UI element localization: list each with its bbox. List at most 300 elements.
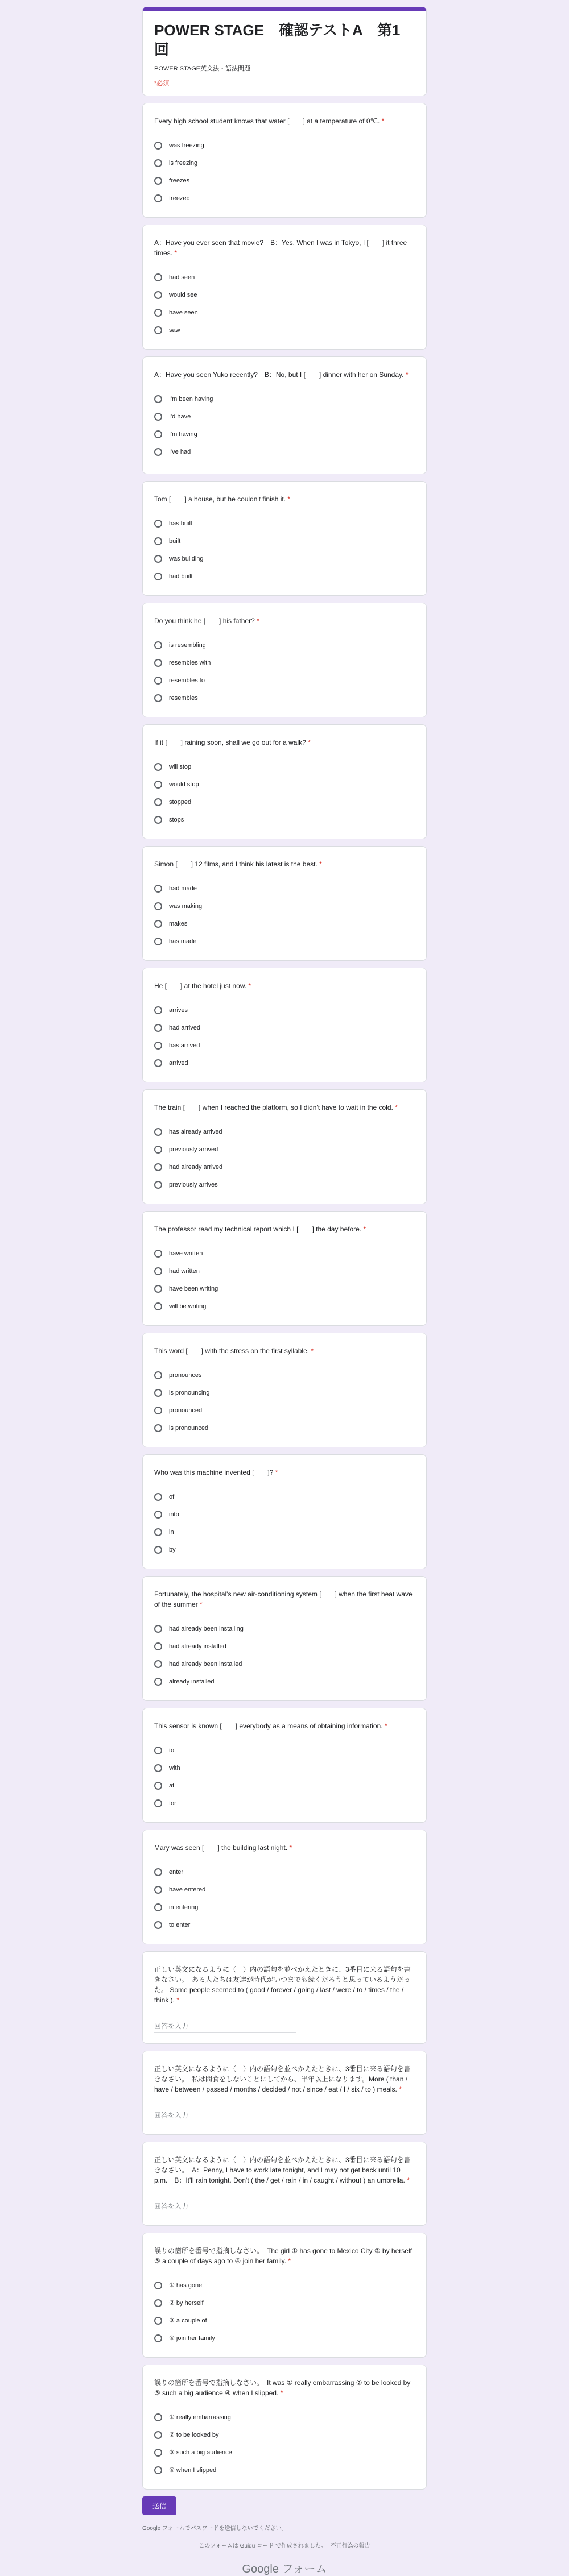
radio-option[interactable] (154, 2329, 415, 2347)
radio-option-label: had already arrived (169, 1163, 223, 1171)
radio-option[interactable] (154, 2426, 415, 2444)
radio-option-label: ① has gone (169, 2282, 203, 2289)
radio-option-label: already installed (169, 1678, 215, 1685)
question-text: A：Have you seen Yuko recently? B：No, but I [ ] dinner with her on Sunday. (154, 371, 404, 379)
radio-option-label: would see (169, 291, 197, 298)
required-asterisk: * (317, 860, 322, 868)
question-card (142, 2142, 427, 2226)
question-card (142, 1089, 427, 1204)
radio-option[interactable] (154, 1637, 415, 1655)
radio-option[interactable] (154, 1245, 415, 1262)
radio-option-label: in (169, 1528, 174, 1536)
radio-option[interactable] (154, 2276, 415, 2294)
form-title: POWER STAGE 確認テストA 第1回 (154, 22, 401, 58)
radio-option[interactable] (154, 793, 415, 811)
required-asterisk: * (405, 2176, 410, 2184)
radio-button[interactable] (154, 1163, 162, 1171)
radio-option[interactable] (154, 671, 415, 689)
radio-option-label: had arrived (169, 1024, 201, 1031)
radio-option[interactable] (154, 1123, 415, 1140)
required-asterisk: * (403, 371, 409, 379)
radio-button[interactable] (154, 1407, 162, 1414)
radio-button[interactable] (154, 1660, 162, 1668)
radio-button[interactable] (154, 1764, 162, 1772)
radio-option-label: ③ a couple of (169, 2317, 207, 2324)
radio-option[interactable] (154, 775, 415, 793)
radio-option[interactable] (154, 1176, 415, 1193)
radio-option-label: in entering (169, 1903, 199, 1911)
radio-button[interactable] (154, 694, 162, 702)
radio-button[interactable] (154, 2449, 162, 2457)
radio-option[interactable] (154, 1863, 415, 1881)
radio-option-label: ② to be looked by (169, 2432, 219, 2438)
radio-button[interactable] (154, 641, 162, 649)
required-asterisk: * (278, 2389, 283, 2397)
question-title (154, 1964, 415, 2005)
radio-option-label: to (169, 1747, 175, 1754)
radio-option-label: is pronounced (169, 1424, 209, 1432)
radio-option[interactable] (154, 1019, 415, 1036)
radio-option[interactable] (154, 1759, 415, 1777)
question-text: 正しい英文になるように（ ）内の語句を並べかえたときに、3番目に来る語句を書きなさい。 私は間食をしないことにしてから、半年以上になります。More ( than / have / between / passed / months / decided / not / since / eat / I / six / to ) meals. (154, 2065, 411, 2093)
question-title (154, 981, 415, 991)
radio-option[interactable] (154, 1401, 415, 1419)
radio-button[interactable] (154, 798, 162, 806)
question-card (142, 1708, 427, 1823)
required-asterisk: * (172, 249, 178, 257)
question-card (142, 1951, 427, 2044)
required-asterisk: * (286, 495, 291, 503)
radio-button[interactable] (154, 1747, 162, 1754)
radio-option[interactable] (154, 2312, 415, 2329)
radio-option[interactable] (154, 268, 415, 286)
question-card (142, 846, 427, 961)
question-list (142, 103, 427, 2490)
radio-button[interactable] (154, 1389, 162, 1397)
radio-button[interactable] (154, 1128, 162, 1136)
radio-button[interactable] (154, 816, 162, 824)
form-description: POWER STAGE英文法・語法問題 (154, 65, 251, 72)
question-text: Simon [ ] 12 films, and I think his latest is the best. (154, 860, 318, 868)
question-title (154, 238, 415, 258)
radio-option[interactable] (154, 1777, 415, 1794)
question-card (142, 356, 427, 474)
radio-button[interactable] (154, 1371, 162, 1379)
radio-option-label: resembles with (169, 659, 211, 666)
radio-button[interactable] (154, 1181, 162, 1189)
radio-option[interactable] (154, 425, 415, 443)
radio-option-label: with (169, 1764, 180, 1772)
radio-button[interactable] (154, 448, 162, 456)
radio-button[interactable] (154, 1146, 162, 1154)
radio-option-label: ① really embarrassing (169, 2414, 231, 2421)
short-answer-input[interactable] (154, 2200, 296, 2213)
question-card (142, 2365, 427, 2490)
radio-button[interactable] (154, 920, 162, 928)
radio-button[interactable] (154, 1511, 162, 1519)
radio-option-label: had seen (169, 273, 195, 281)
radio-button[interactable] (154, 938, 162, 945)
radio-option[interactable] (154, 1881, 415, 1898)
required-asterisk: * (197, 1600, 203, 1608)
radio-button[interactable] (154, 781, 162, 789)
radio-button[interactable] (154, 573, 162, 580)
radio-option-label: pronounces (169, 1371, 202, 1379)
radio-option-label: has built (169, 520, 192, 527)
required-asterisk: * (254, 617, 259, 625)
radio-option[interactable] (154, 1523, 415, 1541)
radio-option[interactable] (154, 1505, 415, 1523)
radio-option-label: will stop (169, 763, 192, 770)
radio-button[interactable] (154, 326, 162, 334)
radio-option-label: into (169, 1511, 179, 1518)
radio-button[interactable] (154, 659, 162, 667)
question-card (142, 1576, 427, 1701)
short-answer-input[interactable] (154, 2020, 296, 2033)
radio-option[interactable] (154, 2294, 415, 2312)
radio-option[interactable] (154, 172, 415, 189)
question-title (154, 1102, 415, 1113)
radio-button[interactable] (154, 2299, 162, 2307)
radio-option[interactable] (154, 1366, 415, 1384)
radio-option-label: arrives (169, 1006, 188, 1014)
radio-button[interactable] (154, 520, 162, 528)
question-card (142, 1454, 427, 1569)
required-asterisk: * (273, 1469, 278, 1476)
radio-option-label: is resembling (169, 641, 206, 649)
radio-option[interactable] (154, 636, 415, 654)
radio-button[interactable] (154, 1059, 162, 1067)
radio-button[interactable] (154, 2317, 162, 2325)
question-text: 正しい英文になるように（ ）内の語句を並べかえたときに、3番目に来る語句を書きなさい。 A：Penny, I have to work late tonight, and I may not get back until 10 p.m. B：It'll rain tonight. Don't ( the / get / rain / in / caught / without ) an umbrella. (154, 2156, 411, 2184)
radio-button[interactable] (154, 1302, 162, 1310)
radio-option-label: previously arrived (169, 1146, 218, 1153)
radio-option-label: ③ such a big audience (169, 2449, 232, 2456)
radio-option[interactable] (154, 2461, 415, 2479)
question-text: Fortunately, the hospital's new air-conditioning system [ ] when the first heat wave of the summer (154, 1590, 414, 1608)
radio-option[interactable] (154, 1916, 415, 1934)
form-header (142, 7, 427, 96)
submit-row (142, 2496, 427, 2515)
radio-button[interactable] (154, 430, 162, 438)
question-title (154, 494, 415, 504)
radio-option[interactable] (154, 1140, 415, 1158)
radio-button[interactable] (154, 1528, 162, 1536)
question-card (142, 724, 427, 839)
radio-option[interactable] (154, 136, 415, 154)
question-text: Every high school student knows that water [ ] at a temperature of 0℃. (154, 117, 380, 125)
radio-option[interactable] (154, 2444, 415, 2461)
radio-option[interactable] (154, 1036, 415, 1054)
radio-option[interactable] (154, 1297, 415, 1315)
radio-button[interactable] (154, 1642, 162, 1650)
question-text: 誤りの箇所を番号で指摘しなさい。 It was ① really embarrassing ② to be looked by ③ such a big audience ④ when I slipped. (154, 2379, 413, 2397)
radio-button[interactable] (154, 2413, 162, 2421)
radio-option[interactable] (154, 1794, 415, 1812)
radio-option[interactable] (154, 321, 415, 339)
question-text: 誤りの箇所を番号で指摘しなさい。 The girl ① has gone to Mexico City ② by herself ③ a couple of days ago to ④ join her family. (154, 2247, 414, 2265)
radio-option-label: was making (169, 902, 203, 910)
radio-option-label: has already arrived (169, 1128, 222, 1135)
question-title (154, 1721, 415, 1731)
question-card (142, 1211, 427, 1326)
radio-option-label: would stop (169, 781, 199, 788)
radio-option[interactable] (154, 532, 415, 550)
radio-option-label: saw (169, 326, 180, 334)
radio-button[interactable] (154, 1782, 162, 1790)
question-title (154, 737, 415, 748)
radio-option[interactable] (154, 1673, 415, 1690)
radio-button[interactable] (154, 1024, 162, 1032)
password-warning: Google フォームでパスワードを送信しないでください。 (142, 2525, 287, 2532)
radio-option[interactable] (154, 897, 415, 915)
radio-option[interactable] (154, 1898, 415, 1916)
question-title (154, 2378, 415, 2398)
radio-option[interactable] (154, 1384, 415, 1401)
radio-option[interactable] (154, 154, 415, 172)
radio-option[interactable] (154, 286, 415, 304)
radio-option-label: stopped (169, 798, 192, 806)
radio-option[interactable] (154, 1001, 415, 1019)
required-asterisk: * (175, 1996, 180, 2004)
radio-option[interactable] (154, 1262, 415, 1280)
radio-button[interactable] (154, 309, 162, 317)
radio-button[interactable] (154, 555, 162, 563)
radio-option-label: freezed (169, 194, 190, 202)
question-text: Tom [ ] a house, but he couldn't finish it. (154, 495, 286, 503)
footer-content-note: このフォームは Guidu コード で作成されました。 (199, 2543, 327, 2549)
radio-option[interactable] (154, 1541, 415, 1558)
radio-option-label: was building (169, 555, 204, 562)
radio-option[interactable] (154, 689, 415, 707)
radio-option[interactable] (154, 915, 415, 932)
question-title (154, 616, 415, 626)
radio-option-label: to enter (169, 1921, 191, 1928)
question-card (142, 1830, 427, 1944)
required-asterisk: * (361, 1225, 366, 1233)
radio-option[interactable] (154, 932, 415, 950)
radio-option-label: I'd have (169, 413, 191, 420)
radio-option[interactable] (154, 1655, 415, 1673)
question-title (154, 2064, 415, 2094)
radio-option-label: had already installed (169, 1642, 226, 1650)
question-card (142, 2233, 427, 2358)
radio-button[interactable] (154, 1285, 162, 1293)
radio-button[interactable] (154, 291, 162, 299)
question-title (154, 2246, 415, 2266)
radio-option-label: had made (169, 885, 197, 892)
radio-option-label: I'm having (169, 430, 197, 438)
radio-button[interactable] (154, 1886, 162, 1894)
question-text: The train [ ] when I reached the platform, so I didn't have to wait in the cold. (154, 1104, 393, 1111)
question-title (154, 1589, 415, 1610)
question-title (154, 1346, 415, 1356)
radio-option[interactable] (154, 550, 415, 567)
question-title (154, 1224, 415, 1234)
radio-button[interactable] (154, 1678, 162, 1686)
radio-option[interactable] (154, 1054, 415, 1072)
radio-button[interactable] (154, 537, 162, 545)
question-title (154, 859, 415, 869)
radio-option-label: had built (169, 573, 193, 580)
question-text: If it [ ] raining soon, shall we go out for a walk? (154, 739, 306, 746)
radio-option[interactable] (154, 515, 415, 532)
radio-option[interactable] (154, 443, 415, 461)
required-asterisk: * (393, 1104, 398, 1111)
radio-option-label: I'm been having (169, 395, 213, 403)
radio-button[interactable] (154, 273, 162, 281)
radio-option-label: enter (169, 1868, 184, 1876)
required-asterisk: * (306, 739, 311, 746)
radio-option-label: is pronouncing (169, 1389, 210, 1396)
required-asterisk: * (380, 117, 385, 125)
radio-button[interactable] (154, 763, 162, 771)
radio-button[interactable] (154, 1546, 162, 1554)
radio-option[interactable] (154, 1419, 415, 1437)
report-abuse-link[interactable]: 不正行為の報告 (330, 2543, 370, 2549)
radio-button[interactable] (154, 1799, 162, 1807)
radio-button[interactable] (154, 395, 162, 403)
radio-option-label: I've had (169, 448, 191, 455)
radio-button[interactable] (154, 2466, 162, 2474)
radio-option[interactable] (154, 408, 415, 425)
question-text: Mary was seen [ ] the building last night. (154, 1844, 288, 1852)
radio-option-label: previously arrives (169, 1181, 218, 1188)
question-card (142, 103, 427, 218)
radio-button[interactable] (154, 1903, 162, 1911)
radio-option[interactable] (154, 567, 415, 585)
radio-option-label: have entered (169, 1886, 206, 1893)
radio-option[interactable] (154, 189, 415, 207)
radio-option-label: for (169, 1799, 176, 1807)
radio-option[interactable] (154, 1280, 415, 1297)
radio-option[interactable] (154, 390, 415, 408)
required-asterisk: * (382, 1722, 387, 1730)
required-note: *必須 (154, 80, 170, 87)
radio-option-label: freezes (169, 177, 190, 184)
question-text: This sensor is known [ ] everybody as a means of obtaining information. (154, 1722, 383, 1730)
radio-button[interactable] (154, 159, 162, 167)
radio-option-label: stops (169, 816, 184, 823)
radio-option-label: ④ when I slipped (169, 2467, 217, 2474)
google-forms-logo: Google フォーム (242, 2563, 327, 2575)
radio-option-label: had written (169, 1267, 200, 1275)
radio-option[interactable] (154, 811, 415, 828)
question-text: Do you think he [ ] his father? (154, 617, 255, 625)
radio-button[interactable] (154, 1250, 162, 1258)
radio-option[interactable] (154, 1158, 415, 1176)
question-card (142, 2051, 427, 2135)
submit-button[interactable]: 送信 (142, 2496, 176, 2515)
question-text: Who was this machine invented [ ]? (154, 1469, 274, 1476)
radio-button[interactable] (154, 1042, 162, 1050)
question-text: A：Have you ever seen that movie? B：Yes. When I was in Tokyo, I [ ] it three times. (154, 239, 409, 257)
radio-option[interactable] (154, 1741, 415, 1759)
radio-button[interactable] (154, 1006, 162, 1014)
footer-note (142, 2541, 427, 2549)
radio-option-label: resembles (169, 694, 198, 702)
radio-button[interactable] (154, 1921, 162, 1929)
radio-option-label: had already been installing (169, 1625, 244, 1632)
radio-option-label: of (169, 1493, 175, 1500)
radio-button[interactable] (154, 2282, 162, 2289)
radio-option-label: is freezing (169, 159, 198, 167)
question-title (154, 116, 415, 126)
radio-option-label: has made (169, 938, 197, 945)
question-card (142, 968, 427, 1082)
form-container (142, 0, 427, 2576)
radio-option-label: pronounced (169, 1407, 203, 1414)
radio-button[interactable] (154, 885, 162, 893)
radio-button[interactable] (154, 677, 162, 685)
radio-option-label: was freezing (169, 142, 204, 149)
radio-button[interactable] (154, 2431, 162, 2439)
question-title (154, 370, 415, 380)
radio-option-label: have been writing (169, 1285, 218, 1292)
radio-option-label: ④ join her family (169, 2335, 215, 2342)
question-card (142, 481, 427, 596)
radio-button[interactable] (154, 142, 162, 150)
question-text: This word [ ] with the stress on the first syllable. (154, 1347, 310, 1355)
radio-option-label: makes (169, 920, 188, 927)
question-card (142, 603, 427, 717)
question-title (154, 1843, 415, 1853)
question-title (154, 1467, 415, 1478)
radio-button[interactable] (154, 1493, 162, 1501)
radio-option-label: by (169, 1546, 176, 1553)
question-text: The professor read my technical report which I [ ] the day before. (154, 1225, 362, 1233)
radio-button[interactable] (154, 1424, 162, 1432)
radio-option-label: built (169, 537, 181, 545)
question-card (142, 1333, 427, 1447)
radio-option[interactable] (154, 1620, 415, 1637)
question-title (154, 2155, 415, 2185)
radio-button[interactable] (154, 194, 162, 202)
question-card (142, 225, 427, 350)
question-text: 正しい英文になるように（ ）内の語句を並べかえたときに、3番目に来る語句を書きなさい。 ある人たちは友達が時代がいつまでも続くだろうと思っているようだった。 Some people seemed to ( good / forever / going / last / were / to / times / the / think ). (154, 1965, 411, 2004)
required-asterisk: * (246, 982, 251, 990)
required-asterisk: * (309, 1347, 314, 1355)
radio-button[interactable] (154, 902, 162, 910)
radio-option-label: has arrived (169, 1042, 200, 1049)
radio-option[interactable] (154, 304, 415, 321)
radio-option[interactable] (154, 880, 415, 897)
required-asterisk: * (286, 2257, 291, 2265)
radio-option[interactable] (154, 654, 415, 671)
required-asterisk: * (397, 2085, 402, 2093)
question-text: He [ ] at the hotel just now. (154, 982, 247, 990)
short-answer-input[interactable] (154, 2109, 296, 2122)
radio-button[interactable] (154, 2334, 162, 2342)
radio-button[interactable] (154, 177, 162, 185)
radio-option-label: at (169, 1782, 175, 1789)
radio-button[interactable] (154, 1267, 162, 1275)
radio-option[interactable] (154, 1488, 415, 1505)
radio-option-label: arrived (169, 1059, 188, 1067)
radio-option-label: ② by herself (169, 2300, 204, 2307)
radio-button[interactable] (154, 1625, 162, 1633)
radio-button[interactable] (154, 413, 162, 421)
radio-option-label: have written (169, 1250, 203, 1257)
radio-option-label: resembles to (169, 677, 205, 684)
radio-button[interactable] (154, 1868, 162, 1876)
radio-option-label: have seen (169, 309, 198, 316)
radio-option[interactable] (154, 2408, 415, 2426)
radio-option[interactable] (154, 758, 415, 775)
required-asterisk: * (287, 1844, 292, 1852)
radio-option-label: had already been installed (169, 1660, 242, 1667)
radio-option-label: will be writing (169, 1302, 207, 1310)
